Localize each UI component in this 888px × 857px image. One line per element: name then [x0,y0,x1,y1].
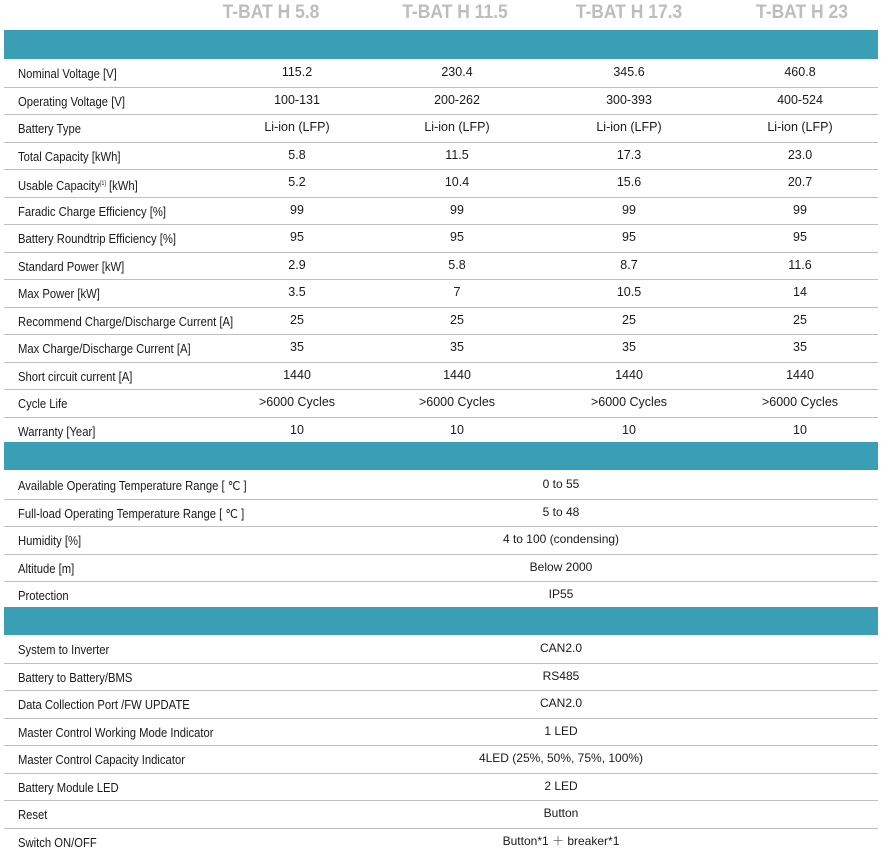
row-value: 95 [622,230,636,244]
row-value: 95 [793,230,807,244]
electrical-spec-table [4,60,878,445]
table-row [4,308,878,336]
row-value: 3.5 [288,285,306,299]
table-row [4,582,878,610]
table-row [4,500,878,528]
row-value: 15.6 [616,175,642,189]
row-value: 115.2 [281,65,313,79]
row-value: >6000 Cycles [761,395,839,409]
row-label: Humidity [%] [18,534,82,548]
row-label: Master Control Working Mode Indicator [18,725,214,740]
row-label: Switch ON/OFF [18,835,97,850]
table-row [4,335,878,363]
row-value: 25 [290,312,304,327]
row-value: Li-ion (LFP) [767,120,833,134]
table-row [4,801,878,829]
row-value: 0 to 55 [542,477,580,491]
model-column-4: T-BAT H 23 [756,2,848,23]
model-column-3: T-BAT H 17.3 [575,2,683,23]
row-value: 25 [450,312,464,327]
row-value: 99 [793,202,807,217]
row-value: 14 [793,285,807,299]
row-value: RS485 [542,668,580,683]
row-value: >6000 Cycles [418,395,496,409]
row-label: Warranty [Year] [18,424,96,439]
row-value: 23.0 [787,147,813,162]
row-value: 10 [450,422,464,437]
row-value: 10.4 [444,175,470,189]
row-label: System to Inverter [18,643,110,657]
environment-spec-table [4,472,878,610]
row-label: Standard Power [kW] [18,259,125,274]
row-label: Max Charge/Discharge Current [A] [18,342,191,356]
row-value: 1 LED [544,723,578,738]
row-value: 300-393 [606,92,652,107]
table-row [4,280,878,308]
row-value: 20.7 [787,175,813,189]
row-value: 10 [622,422,636,437]
row-value: 99 [450,202,464,217]
row-value: Li-ion (LFP) [264,120,330,134]
row-label: Max Power [kW] [18,287,100,301]
row-value: 1440 [443,367,471,382]
row-value: 460.8 [784,65,816,79]
row-value: 7 [453,285,461,299]
row-label: Reset [18,808,48,822]
row-value: 11.5 [445,147,469,162]
row-label: Total Capacity [kWh] [18,149,121,164]
section-band-electrical [4,30,878,59]
row-value: 4 to 100 (condensing) [502,532,620,546]
row-value: 2 LED [544,778,578,793]
row-label: Battery Module LED [18,780,119,795]
row-label: Operating Voltage [V] [18,94,125,109]
communication-spec-table [4,636,878,856]
table-row [4,390,878,418]
section-band-environment [4,442,878,470]
row-value: IP55 [548,587,574,601]
table-row [4,198,878,226]
row-label: Full-load Operating Temperature Range [ ℃ ] [18,506,245,521]
row-label: Recommend Charge/Discharge Current [A] [18,314,234,329]
row-value: 99 [290,202,304,217]
row-label: Master Control Capacity Indicator [18,753,185,767]
table-row [4,719,878,747]
row-value: Li-ion (LFP) [424,120,490,134]
row-value: Button*1 ＋ breaker*1 [502,833,620,848]
row-value: CAN2.0 [539,696,583,710]
table-row [4,636,878,664]
table-row [4,60,878,88]
row-value: 1440 [786,367,814,382]
table-row [4,746,878,774]
row-value: Li-ion (LFP) [596,120,662,134]
table-row [4,418,878,446]
table-row [4,527,878,555]
row-value: 10.5 [616,285,642,299]
row-value: 5.8 [448,257,466,272]
footnote-marker: [1] [99,181,106,187]
row-value: 95 [450,230,464,244]
row-value: 5.2 [288,175,306,189]
row-value: 2.9 [288,257,306,272]
table-row [4,664,878,692]
row-label: Battery Roundtrip Efficiency [%] [18,232,176,246]
row-value: 1440 [283,367,311,382]
row-value: >6000 Cycles [590,395,668,409]
row-value: 5.8 [288,147,306,162]
row-value: 4LED (25%, 50%, 75%, 100%) [478,751,644,765]
table-row [4,555,878,583]
row-label: Data Collection Port /FW UPDATE [18,698,190,712]
row-label: Protection [18,589,69,603]
section-band-communication [4,607,878,635]
row-label: Nominal Voltage [V] [18,67,117,81]
model-column-1: T-BAT H 5.8 [222,2,320,23]
row-value: 8.7 [620,257,638,272]
row-label-text: Usable Capacity [18,179,100,193]
row-value: 200-262 [434,92,480,107]
row-value: 5 to 48 [542,504,580,519]
table-row [4,225,878,253]
row-value: 10 [793,422,807,437]
row-value: 345.6 [613,65,645,79]
row-value: CAN2.0 [539,641,583,655]
row-value: 99 [622,202,636,217]
row-value: Button [543,806,579,820]
row-value: 230.4 [441,65,473,79]
row-value: >6000 Cycles [258,395,336,409]
row-value: 25 [622,312,636,327]
row-label: Faradic Charge Efficiency [%] [18,204,166,219]
table-row [4,363,878,391]
table-row [4,115,878,143]
row-label: Battery Type [18,122,81,136]
table-row [4,472,878,500]
model-header-row [0,0,888,28]
row-value: Below 2000 [529,559,593,574]
row-value: 35 [622,340,636,354]
table-row [4,143,878,171]
row-value: 17.3 [616,147,642,162]
row-label: Available Operating Temperature Range [ ℃ ] [18,479,247,493]
row-label [18,170,138,200]
row-label-unit: [kWh] [105,179,138,193]
row-value: 35 [793,340,807,354]
row-label: Cycle Life [18,397,68,411]
row-value: 1440 [615,367,643,382]
table-row [4,253,878,281]
row-value: 35 [450,340,464,354]
row-value: 35 [290,340,304,354]
row-value: 400-524 [777,92,823,107]
table-row [4,774,878,802]
row-label: Battery to Battery/BMS [18,670,133,685]
row-value: 25 [793,312,807,327]
model-column-2: T-BAT H 11.5 [402,2,508,23]
row-label: Altitude [m] [18,561,75,576]
row-value: 10 [290,422,304,437]
table-row [4,88,878,116]
row-value: 100-131 [274,92,320,107]
table-row [4,170,878,198]
table-row [4,691,878,719]
row-value: 95 [290,230,304,244]
row-label: Short circuit current [A] [18,369,133,384]
row-value: 11.6 [788,257,812,272]
